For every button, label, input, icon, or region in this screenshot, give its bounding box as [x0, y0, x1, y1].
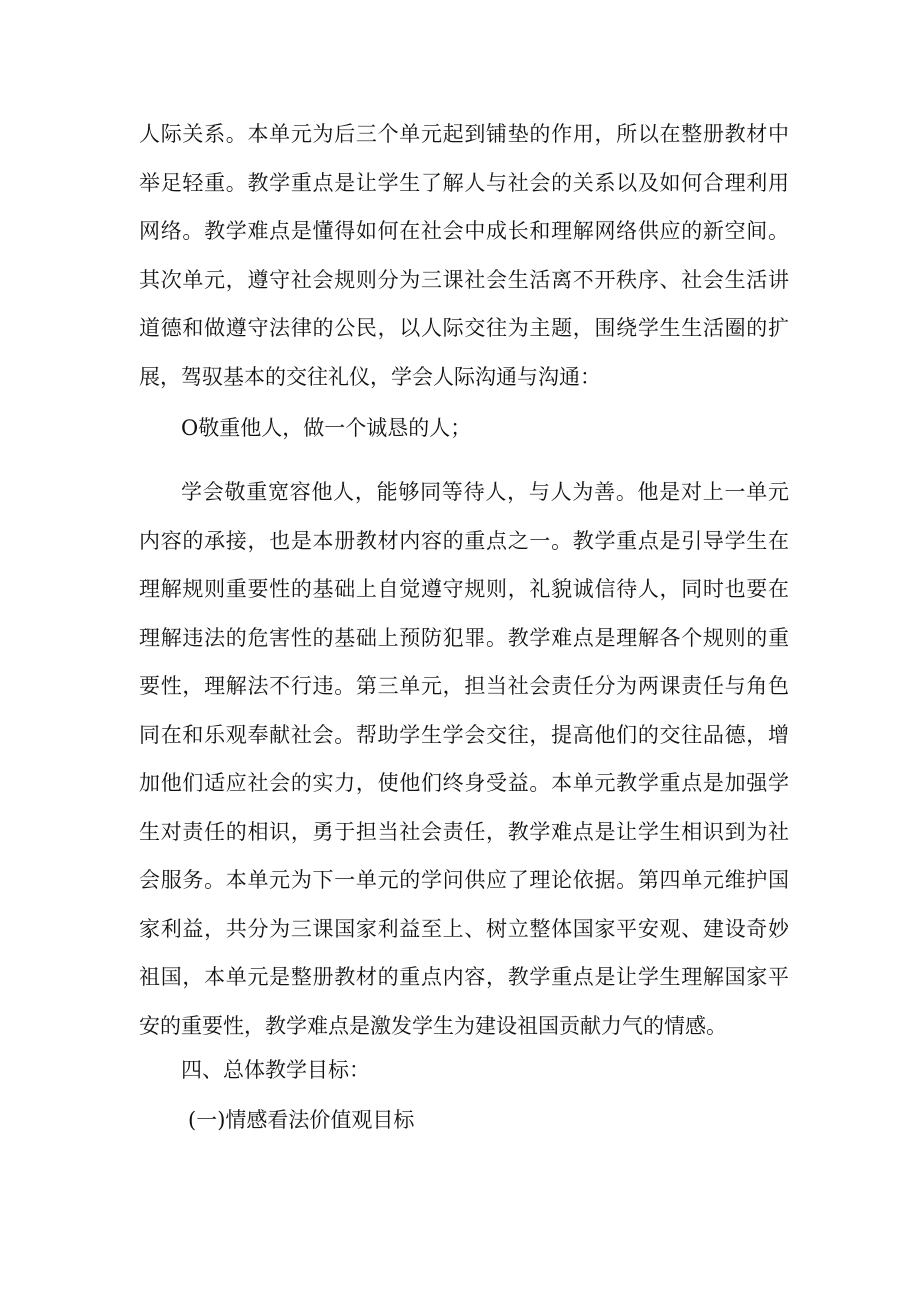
paragraph-respect-heading: O敬重他人，做一个诚恳的人；: [181, 416, 472, 440]
section-heading-goals: 四、总体教学目标：: [181, 1058, 370, 1082]
paragraph-units-detail: 学会敬重宽容他人，能够同等待人，与人为善。他是对上一单元内容的承接，也是本册教材内容的重点之一。教学重点是引导学生在理解规则重要性的基础上自觉遵守规则，礼貌诚信待人，同时也要在理解违法的危害性的基础上预防犯罪。教学难点是理解各个规则的重要性，理解法不行违。第三单元，担当社会责任分为两课责任与角色同在和乐观奉献社会。帮助学生学会交往，提高他们的交往品德，增加他们适应社会的实力，使他们终身受益。本单元教学重点是加强学生对责任的相识，勇于担当社会责任，教学难点是让学生相识到为社会服务。本单元为下一单元的学问供应了理论依据。第四单元维护国家利益，共分为三课国家利益至上、树立整体国家平安观、建设奇妙祖国，本单元是整册教材的重点内容，教学重点是让学生理解国家平安的重要性，教学难点是激发学生为建设祖国贡献力气的情感。: [139, 480, 789, 1038]
paragraph-unit-intro: 人际关系。本单元为后三个单元起到铺垫的作用，所以在整册教材中举足轻重。教学重点是让学生了解人与社会的关系以及如何合理利用网络。教学难点是懂得如何在社会中成长和理解网络供应的新空间。其次单元，遵守社会规则分为三课社会生活离不开秩序、社会生活讲道德和做遵守法律的公民，以人际交往为主题，围绕学生生活圈的扩展，驾驭基本的交往礼仪，学会人际沟通与沟通：: [139, 122, 789, 389]
subsection-heading-values: (一)情感看法价值观目标: [188, 1108, 415, 1132]
